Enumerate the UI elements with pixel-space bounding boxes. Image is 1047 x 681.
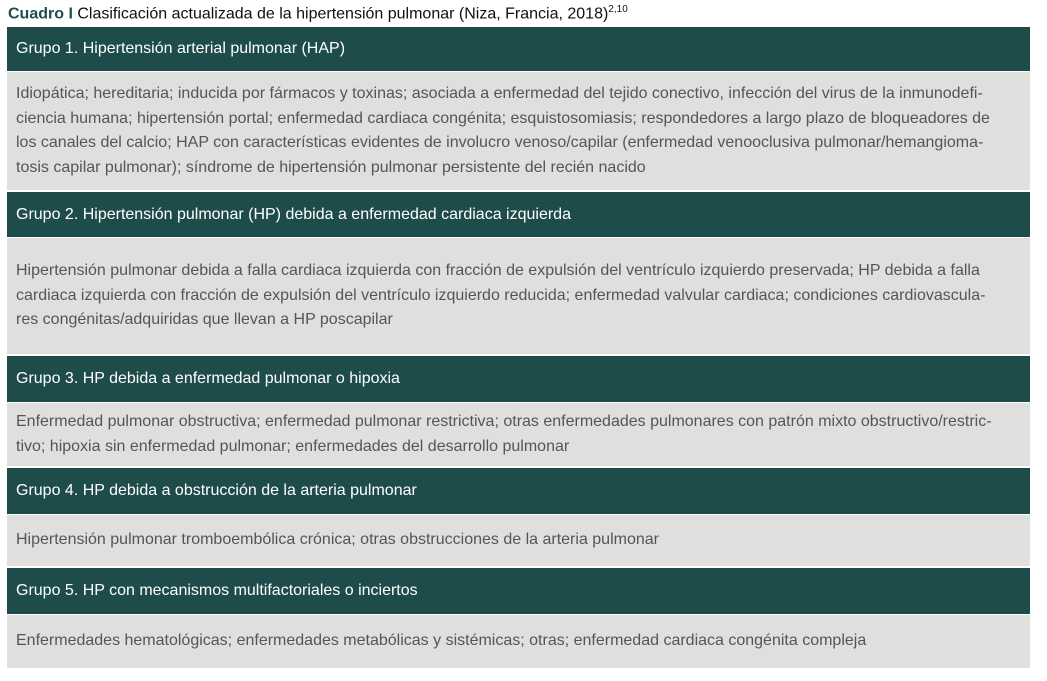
group-5-body	[7, 615, 1030, 670]
group-4-body	[7, 515, 1030, 568]
caption-label: Cuadro I	[8, 5, 73, 23]
body-line: tivo; hipoxia sin enfermedad pulmonar; enfermedades del desarrollo pulmonar	[16, 437, 570, 455]
group-5-header: Grupo 5. HP con mecanismos multifactoriales o inciertos	[7, 568, 1030, 615]
caption-refs: 2,10	[608, 4, 628, 15]
body-line: los canales del calcio; HAP con características evidentes de involucro venoso/capilar (enfermedad venooclusiva pulmonar/hemangioma-	[16, 134, 984, 151]
group-2-header: Grupo 2. Hipertensión pulmonar (HP) debida a enfermedad cardiaca izquierda	[7, 192, 1030, 238]
body-line: Hipertensión pulmonar debida a falla cardiaca izquierda con fracción de expulsión del ventrículo izquierdo preservada; HP debida a falla	[16, 262, 980, 280]
group-4-header: Grupo 4. HP debida a obstrucción de la arteria pulmonar	[7, 468, 1030, 515]
classification-table	[7, 27, 1030, 670]
body-line: Hipertensión pulmonar tromboembólica crónica; otras obstrucciones de la arteria pulmonar	[16, 531, 659, 549]
group-3-body	[7, 403, 1030, 468]
group-1-body	[7, 72, 1030, 192]
caption-title: Clasificación actualizada de la hipertensión pulmonar (Niza, Francia, 2018)	[77, 5, 609, 23]
body-line: res congénitas/adquiridas que llevan a HP poscapilar	[16, 311, 393, 329]
group-1-header: Grupo 1. Hipertensión arterial pulmonar (HAP)	[7, 27, 1030, 72]
table-caption	[8, 4, 628, 23]
body-line: ciencia humana; hipertensión portal; enfermedad cardiaca congénita; esquistosomiasis; respondedores a largo plazo de bloqueadores de	[16, 109, 990, 127]
body-line: Enfermedades hematológicas; enfermedades metabólicas y sistémicas; otras; enfermedad cardiaca congénita compleja	[16, 632, 867, 650]
body-line: Enfermedad pulmonar obstructiva; enfermedad pulmonar restrictiva; otras enfermedades pulmonares con patrón mixto obstructivo/restric-	[16, 413, 992, 430]
body-line: tosis capilar pulmonar); síndrome de hipertensión pulmonar persistente del recién nacido	[16, 158, 646, 176]
body-line: Idiopática; hereditaria; inducida por fármacos y toxinas; asociada a enfermedad del tejido conectivo, infección del virus de la inmunodefi-	[16, 85, 983, 102]
group-3-header: Grupo 3. HP debida a enfermedad pulmonar o hipoxia	[7, 356, 1030, 403]
group-2-body	[7, 238, 1030, 356]
body-line: cardiaca izquierda con fracción de expulsión del ventrículo izquierdo reducida; enfermedad valvular cardiaca; condiciones cardiovascula-	[16, 286, 986, 304]
